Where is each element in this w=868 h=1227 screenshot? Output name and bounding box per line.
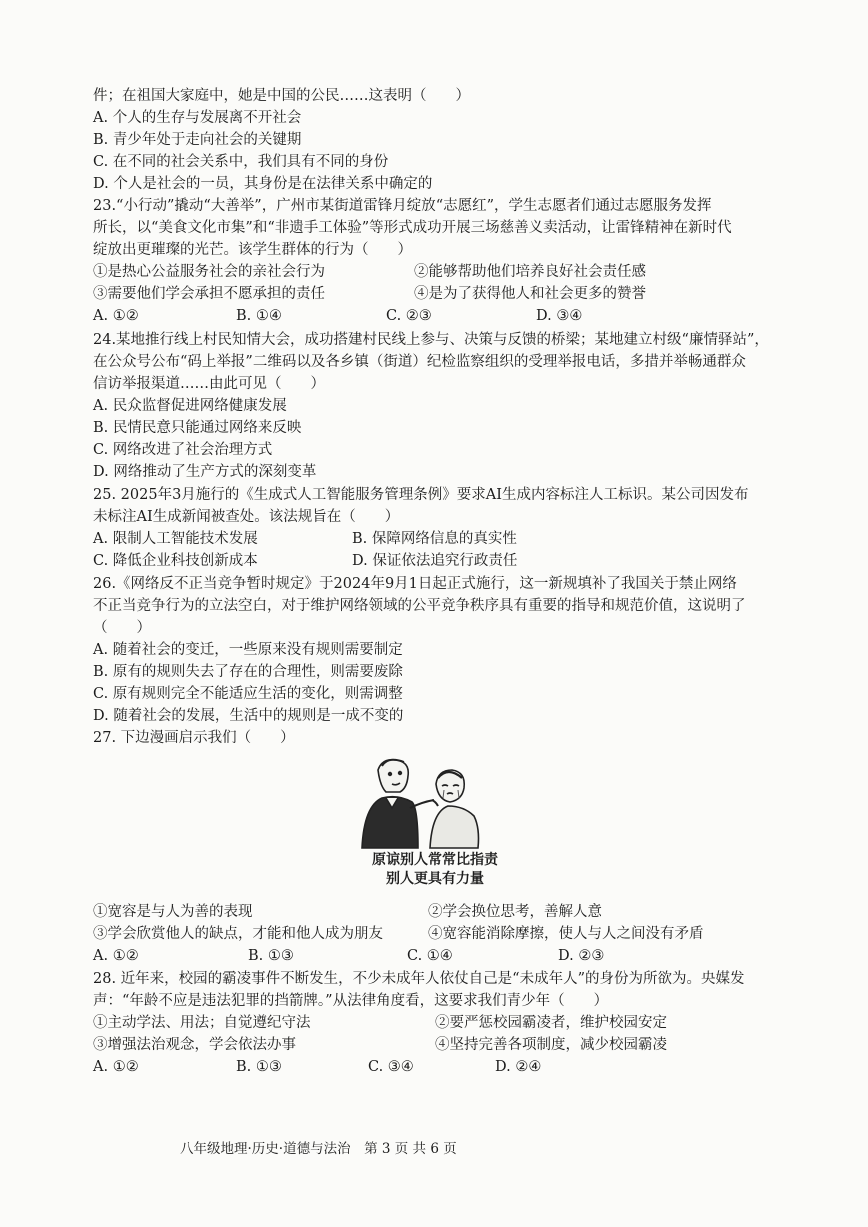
q25-option-b: B. 保障网络信息的真实性: [352, 531, 517, 547]
q22-option-a: A. 个人的生存与发展离不开社会: [93, 110, 302, 126]
cartoon-caption-line1: 原谅别人常常比指责: [372, 852, 498, 868]
q27-option-c: C. ①④: [407, 948, 453, 964]
q27-statement-3: ③学会欣赏他人的缺点，才能和他人成为朋友: [93, 926, 383, 942]
q28-stem-line1: 28. 近年来，校园的霸凌事件不断发生，不少未成年人依仗自己是“未成年人”的身份为所欲为。央媒发: [93, 971, 745, 987]
q28-statement-1: ①主动学法、用法；自觉遵纪守法: [93, 1015, 311, 1031]
q23-stem-line1: 23.“小行动”撬动“大善举”，广州市某街道雷锋月绽放“志愿红”，学生志愿者们通过志愿服务发挥: [93, 198, 712, 214]
q22-option-b: B. 青少年处于走向社会的关键期: [93, 132, 302, 148]
q23-option-c: C. ②③: [386, 308, 432, 324]
q24-option-b: B. 民情民意只能通过网络来反映: [93, 420, 302, 436]
q28-option-c: C. ③④: [368, 1059, 414, 1075]
q23-option-a: A. ①②: [93, 308, 139, 324]
q28-stem-line2: 声：“年龄不应是违法犯罪的挡箭牌。”从法律角度看，这要求我们青少年（ ）: [93, 993, 609, 1009]
q23-option-b: B. ①④: [236, 308, 282, 324]
cartoon-illustration: [352, 752, 502, 852]
q24-stem-line2: 在公众号公布“码上举报”二维码以及各乡镇（街道）纪检监察组织的受理举报电话，多措并举畅通群众: [93, 354, 746, 370]
q26-stem-line3: （ ）: [93, 620, 151, 636]
q27-statement-1: ①宽容是与人为善的表现: [93, 904, 253, 920]
q26-stem-line2: 不正当竞争行为的立法空白，对于维护网络领域的公平竞争秩序具有重要的指导和规范价值，这说明了: [93, 598, 746, 614]
q25-stem-line1: 25. 2025年3月施行的《生成式人工智能服务管理条例》要求AI生成内容标注人工标识。某公司因发布: [93, 487, 749, 503]
q26-option-b: B. 原有的规则失去了存在的合理性，则需要废除: [93, 664, 403, 680]
q23-statement-4: ④是为了获得他人和社会更多的赞誉: [414, 286, 646, 302]
q25-option-a: A. 限制人工智能技术发展: [93, 531, 258, 547]
q26-option-a: A. 随着社会的变迁，一些原来没有规则需要制定: [93, 642, 403, 658]
q25-option-c: C. 降低企业科技创新成本: [93, 553, 258, 569]
page-footer: 八年级地理·历史·道德与法治 第 3 页 共 6 页: [180, 1141, 457, 1157]
q24-option-c: C. 网络改进了社会治理方式: [93, 442, 273, 458]
cartoon-caption-line2: 别人更具有力量: [386, 871, 484, 887]
q26-option-c: C. 原有规则完全不能适应生活的变化，则需调整: [93, 686, 403, 702]
q28-statement-4: ④坚持完善各项制度，减少校园霸凌: [435, 1037, 667, 1053]
q24-option-d: D. 网络推动了生产方式的深刻变革: [93, 464, 317, 480]
q27-option-d: D. ②③: [558, 948, 605, 964]
q27-option-a: A. ①②: [93, 948, 139, 964]
q28-statement-2: ②要严惩校园霸凌者，维护校园安定: [435, 1015, 667, 1031]
q24-stem-line3: 信访举报渠道……由此可见（ ）: [93, 376, 325, 392]
q23-statement-1: ①是热心公益服务社会的亲社会行为: [93, 264, 325, 280]
q27-option-b: B. ①③: [248, 948, 294, 964]
q28-option-b: B. ①③: [236, 1059, 282, 1075]
q28-option-a: A. ①②: [93, 1059, 139, 1075]
q24-option-a: A. 民众监督促进网络健康发展: [93, 398, 287, 414]
q24-stem-line1: 24.某地推行线上村民知情大会，成功搭建村民线上参与、决策与反馈的桥梁；某地建立村级“廉情驿站”，: [93, 332, 769, 348]
q23-statement-3: ③需要他们学会承担不愿承担的责任: [93, 286, 325, 302]
q28-statement-3: ③增强法治观念，学会依法办事: [93, 1037, 296, 1053]
child-figure: [430, 770, 479, 848]
q27-stem: 27. 下边漫画启示我们（ ）: [93, 730, 295, 746]
q23-stem-line3: 绽放出更璀璨的光芒。该学生群体的行为（ ）: [93, 242, 412, 258]
q23-statement-2: ②能够帮助他们培养良好社会责任感: [414, 264, 646, 280]
q23-option-d: D. ③④: [536, 308, 583, 324]
adult-figure: [362, 760, 434, 848]
q26-stem-line1: 26.《网络反不正当竞争暂时规定》于2024年9月1日起正式施行，这一新规填补了我国关于禁止网络: [93, 576, 737, 592]
q22-option-d: D. 个人是社会的一员，其身份是在法律关系中确定的: [93, 176, 433, 192]
q27-statement-4: ④宽容能消除摩擦，使人与人之间没有矛盾: [428, 926, 704, 942]
q23-stem-line2: 所长，以“美食文化市集”和“非遗手工体验”等形式成功开展三场慈善义卖活动，让雷锋精神在新时代: [93, 220, 732, 236]
q25-option-d: D. 保证依法追究行政责任: [352, 553, 518, 569]
q22-option-c: C. 在不同的社会关系中，我们具有不同的身份: [93, 154, 389, 170]
q25-stem-line2: 未标注AI生成新闻被查处。该法规旨在（ ）: [93, 509, 400, 525]
q22-stem-tail: 件；在祖国大家庭中，她是中国的公民……这表明（ ）: [93, 88, 470, 104]
q28-option-d: D. ②④: [495, 1059, 542, 1075]
q26-option-d: D. 随着社会的发展，生活中的规则是一成不变的: [93, 708, 404, 724]
q27-statement-2: ②学会换位思考，善解人意: [428, 904, 602, 920]
